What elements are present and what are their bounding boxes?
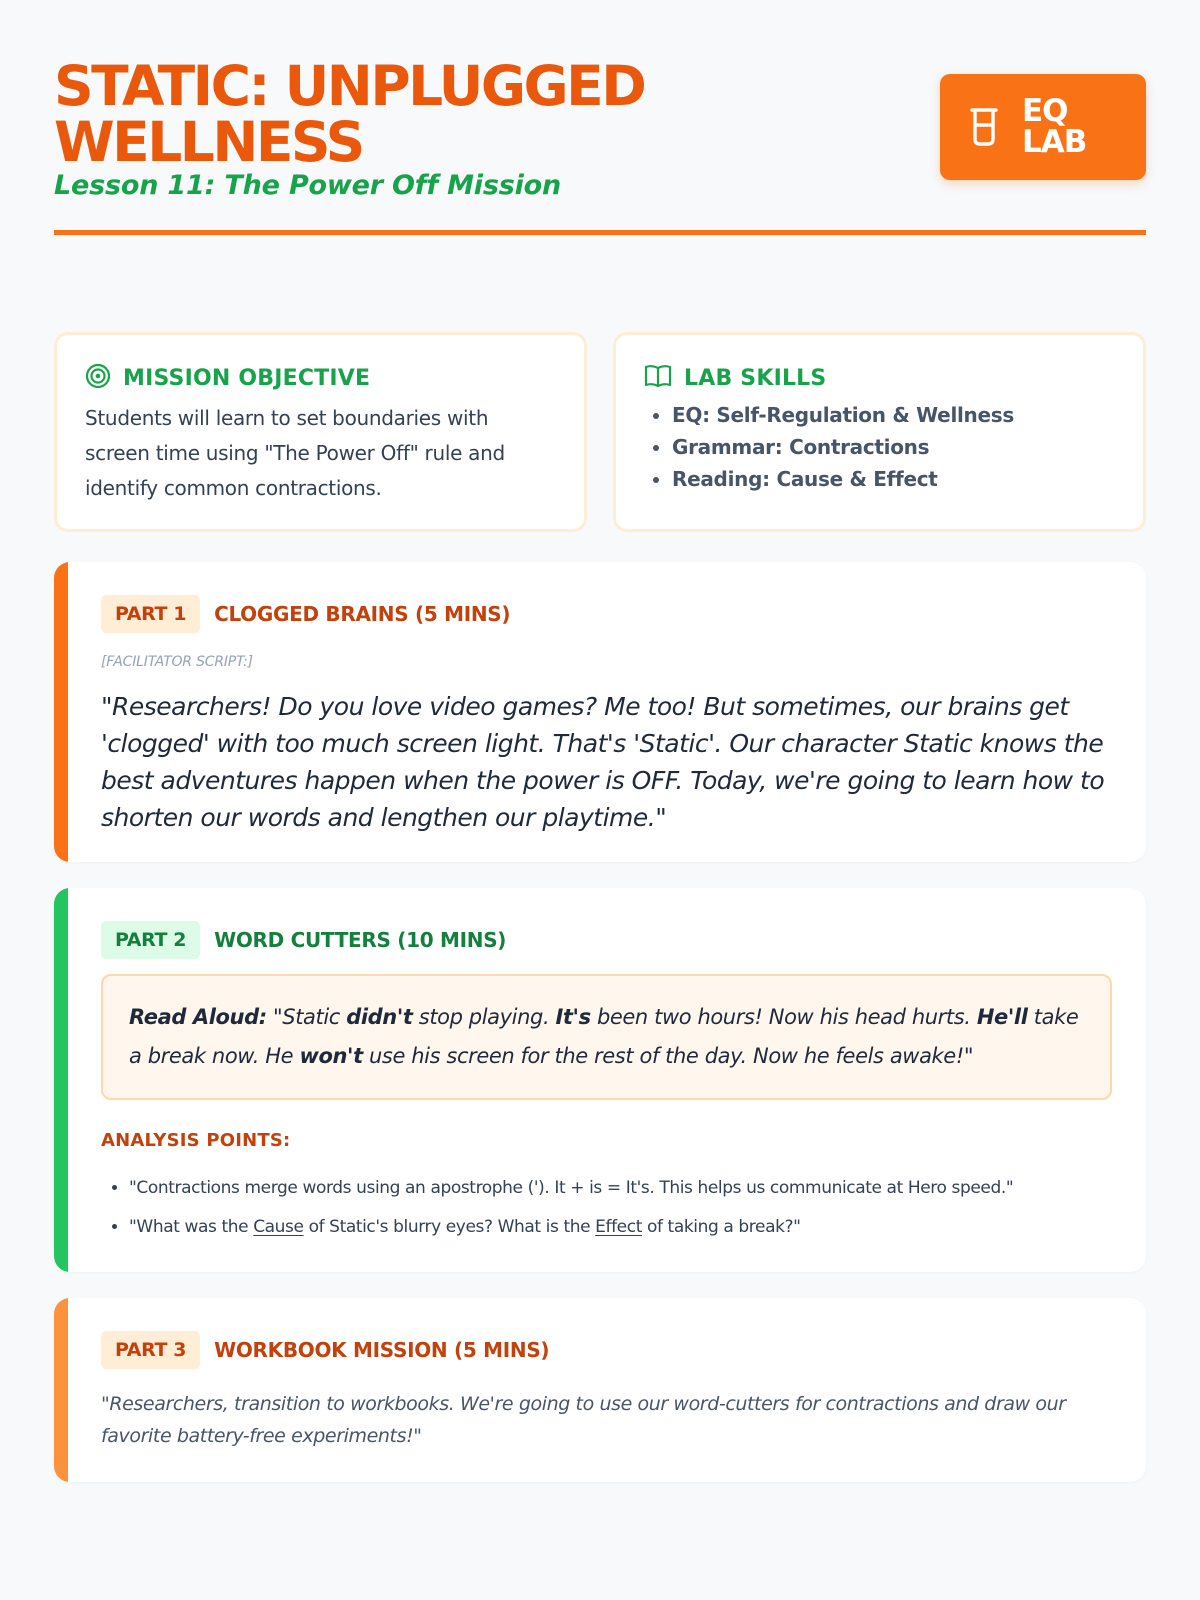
part-2-accent-bar (54, 888, 68, 1272)
part-3-header (101, 1330, 1112, 1370)
cause-term: Cause (253, 1217, 304, 1237)
part-1-header (101, 594, 1112, 634)
analysis-point: • "Contractions merge words using an apostrophe ('). It + is = It's. This helps us communicate at Hero speed." (129, 1169, 1112, 1208)
beaker-icon (968, 105, 1002, 149)
skill-item: • Grammar: Contractions (672, 431, 1117, 463)
info-cards-row (54, 332, 1146, 532)
badge-line-1: EQ (1022, 93, 1068, 129)
read-aloud-text: "Static (266, 1005, 347, 1029)
contraction-word: didn't (346, 1005, 413, 1029)
analysis-point (129, 1208, 1112, 1247)
lab-skills-card (613, 332, 1146, 532)
facilitator-script-label: [FACILITATOR SCRIPT:] (101, 654, 253, 670)
part-1-accent-bar (54, 562, 68, 862)
lab-skills-label: LAB SKILLS (684, 365, 827, 391)
badge-label (1022, 93, 1087, 160)
target-icon (85, 363, 111, 393)
contraction-word: It's (555, 1005, 591, 1029)
lesson-subtitle: Lesson 11: The Power Off Mission (54, 170, 561, 201)
open-book-icon (644, 363, 672, 393)
part-2-section (54, 888, 1146, 1272)
part-3-accent-bar (54, 1298, 68, 1482)
mission-objective-text: Students will learn to set boundaries with screen time using "The Power Off" rule and identify common contractions. (85, 406, 505, 500)
read-aloud-label: Read Aloud: (129, 1005, 267, 1029)
part-2-tag: PART 2 (101, 921, 200, 959)
read-aloud-text: been two hours! Now his head hurts. (590, 1005, 977, 1029)
facilitator-script-quote: "Researchers! Do you love video games? Me too! But sometimes, our brains get 'clogged' with too much screen light. That's 'Static'. Our character Static knows the best adventures happen when the power is OFF. Today, we're going to learn how to shorten our words and lengthen our playtime." (101, 692, 1105, 832)
part-1-section (54, 562, 1146, 862)
part-3-title: WORKBOOK MISSION (5 MINS) (214, 1338, 550, 1362)
mission-objective-label: MISSION OBJECTIVE (123, 365, 371, 391)
read-aloud-text: stop playing. (412, 1005, 556, 1029)
part-1-tag: PART 1 (101, 595, 200, 633)
effect-term: Effect (595, 1217, 642, 1237)
page-title: STATIC: UNPLUGGED WELLNESS (54, 54, 645, 174)
part-1-title: CLOGGED BRAINS (5 MINS) (214, 602, 511, 626)
mission-objective-heading (85, 361, 558, 395)
skill-item: • EQ: Self-Regulation & Wellness (672, 399, 1117, 431)
part-2-title: WORD CUTTERS (10 MINS) (214, 928, 507, 952)
read-aloud-text: take a break now. He (129, 1005, 1079, 1068)
read-aloud-text: use his screen for the rest of the day. Now he feels awake!" (362, 1044, 974, 1068)
lab-skills-list (644, 399, 1117, 495)
read-aloud-box (101, 974, 1112, 1100)
analysis-points-list (101, 1169, 1112, 1247)
badge-line-2: LAB (1022, 124, 1087, 160)
header-divider (54, 230, 1146, 235)
contraction-word: He'll (976, 1005, 1028, 1029)
workbook-mission-quote: "Researchers, transition to workbooks. We're going to use our word-cutters for contractions and draw our favorite battery-free experiments!" (101, 1393, 1066, 1447)
analysis-text: of taking a break?" (641, 1217, 801, 1237)
mission-objective-card (54, 332, 587, 532)
part-2-header (101, 920, 1112, 960)
lab-skills-heading (644, 361, 1117, 395)
skill-item: • Reading: Cause & Effect (672, 463, 1117, 495)
analysis-text: of Static's blurry eyes? What is the (303, 1217, 596, 1237)
part-3-section (54, 1298, 1146, 1482)
part-3-tag: PART 3 (101, 1331, 200, 1369)
eq-lab-badge (940, 74, 1146, 180)
analysis-points-label: ANALYSIS POINTS: (101, 1130, 291, 1151)
analysis-text: "What was the (129, 1217, 254, 1237)
contraction-word: won't (299, 1044, 363, 1068)
page-header (54, 54, 1146, 234)
